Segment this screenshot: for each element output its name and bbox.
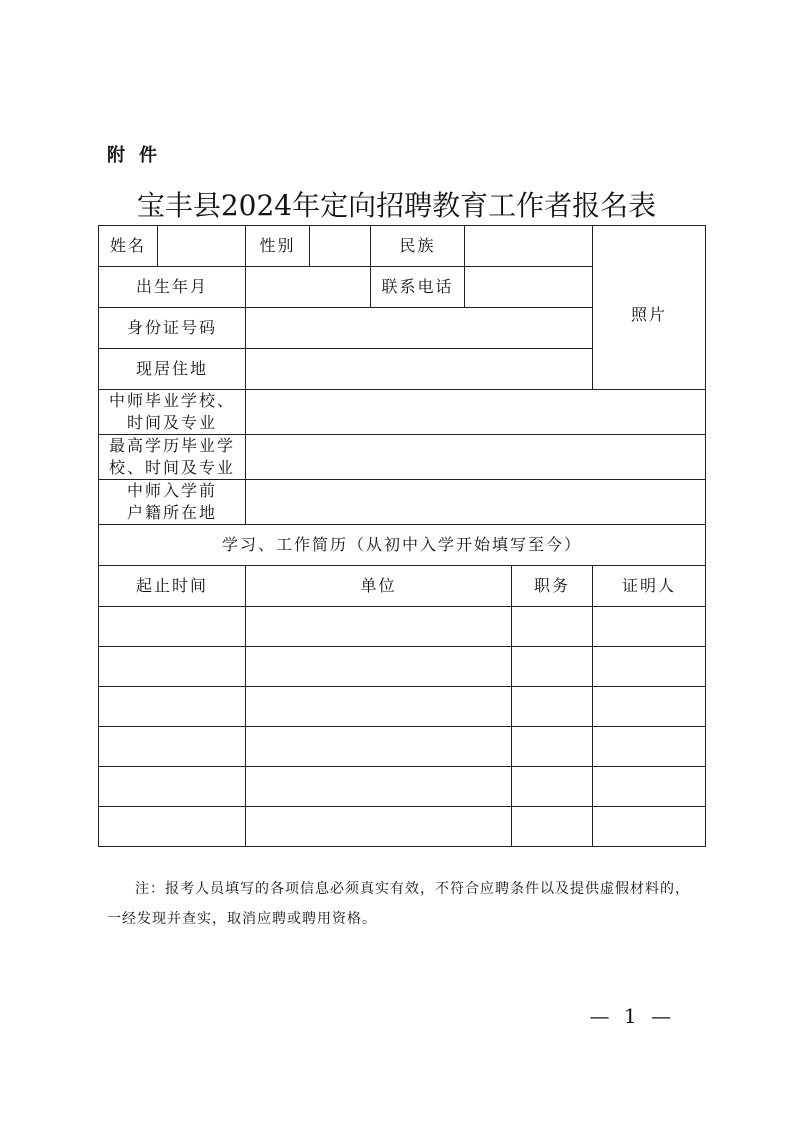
- history-witness-cell[interactable]: [593, 647, 706, 687]
- history-position-cell[interactable]: [512, 767, 593, 807]
- history-row: [99, 727, 706, 767]
- highest-education-field[interactable]: [246, 435, 706, 480]
- id-number-field[interactable]: [246, 308, 593, 349]
- birth-field[interactable]: [246, 267, 371, 308]
- ethnicity-label: 民族: [371, 226, 465, 267]
- photo-box[interactable]: 照片: [593, 226, 706, 390]
- address-field[interactable]: [246, 349, 593, 390]
- history-unit-cell[interactable]: [246, 647, 512, 687]
- history-row: [99, 687, 706, 727]
- form-title: 宝丰县2024年定向招聘教育工作者报名表: [136, 189, 657, 222]
- ethnicity-field[interactable]: [465, 226, 593, 267]
- highest-education-label-line1: 最高学历毕业学: [108, 436, 235, 455]
- history-position-cell[interactable]: [512, 727, 593, 767]
- history-period-cell[interactable]: [99, 687, 246, 727]
- history-col-witness: 证明人: [593, 566, 706, 607]
- highest-education-label: [99, 435, 246, 480]
- history-unit-cell[interactable]: [246, 607, 512, 647]
- history-period-cell[interactable]: [99, 767, 246, 807]
- history-row: [99, 607, 706, 647]
- history-col-position: 职务: [512, 566, 593, 607]
- history-col-unit: 单位: [246, 566, 512, 607]
- history-header: 学习、工作简历（从初中入学开始填写至今）: [99, 525, 706, 566]
- history-position-cell[interactable]: [512, 607, 593, 647]
- gender-label: 性别: [246, 226, 310, 267]
- history-unit-cell[interactable]: [246, 807, 512, 847]
- name-field[interactable]: [158, 226, 246, 267]
- household-label-line1: 中师入学前: [126, 481, 217, 500]
- history-unit-cell[interactable]: [246, 767, 512, 807]
- household-label: [99, 480, 246, 525]
- history-position-cell[interactable]: [512, 807, 593, 847]
- normal-school-label-line1: 中师毕业学校、: [108, 391, 235, 410]
- page-number: — 1 —: [589, 1004, 675, 1028]
- history-witness-cell[interactable]: [593, 767, 706, 807]
- normal-school-field[interactable]: [246, 390, 706, 435]
- birth-label: 出生年月: [99, 267, 246, 308]
- household-field[interactable]: [246, 480, 706, 525]
- history-period-cell[interactable]: [99, 607, 246, 647]
- history-period-cell[interactable]: [99, 807, 246, 847]
- history-unit-cell[interactable]: [246, 727, 512, 767]
- phone-label: 联系电话: [371, 267, 465, 308]
- normal-school-label-line2: 时间及专业: [126, 413, 217, 432]
- history-witness-cell[interactable]: [593, 807, 706, 847]
- normal-school-label: [99, 390, 246, 435]
- history-position-cell[interactable]: [512, 647, 593, 687]
- history-col-period: 起止时间: [99, 566, 246, 607]
- history-witness-cell[interactable]: [593, 727, 706, 767]
- registration-form-table: [98, 225, 706, 847]
- attachment-label: 附件: [107, 145, 171, 166]
- history-row: [99, 647, 706, 687]
- form-note: 注：报考人员填写的各项信息必须真实有效，不符合应聘条件以及提供虚假材料的，一经发现并查实，取消应聘或聘用资格。: [107, 881, 690, 927]
- history-period-cell[interactable]: [99, 727, 246, 767]
- history-position-cell[interactable]: [512, 687, 593, 727]
- gender-field[interactable]: [310, 226, 371, 267]
- household-label-line2: 户籍所在地: [126, 503, 217, 522]
- name-label: 姓名: [99, 226, 158, 267]
- history-period-cell[interactable]: [99, 647, 246, 687]
- phone-field[interactable]: [465, 267, 593, 308]
- history-witness-cell[interactable]: [593, 607, 706, 647]
- history-row: [99, 807, 706, 847]
- history-witness-cell[interactable]: [593, 687, 706, 727]
- address-label: 现居住地: [99, 349, 246, 390]
- id-number-label: 身份证号码: [99, 308, 246, 349]
- history-row: [99, 767, 706, 807]
- highest-education-label-line2: 校、时间及专业: [108, 458, 235, 477]
- history-unit-cell[interactable]: [246, 687, 512, 727]
